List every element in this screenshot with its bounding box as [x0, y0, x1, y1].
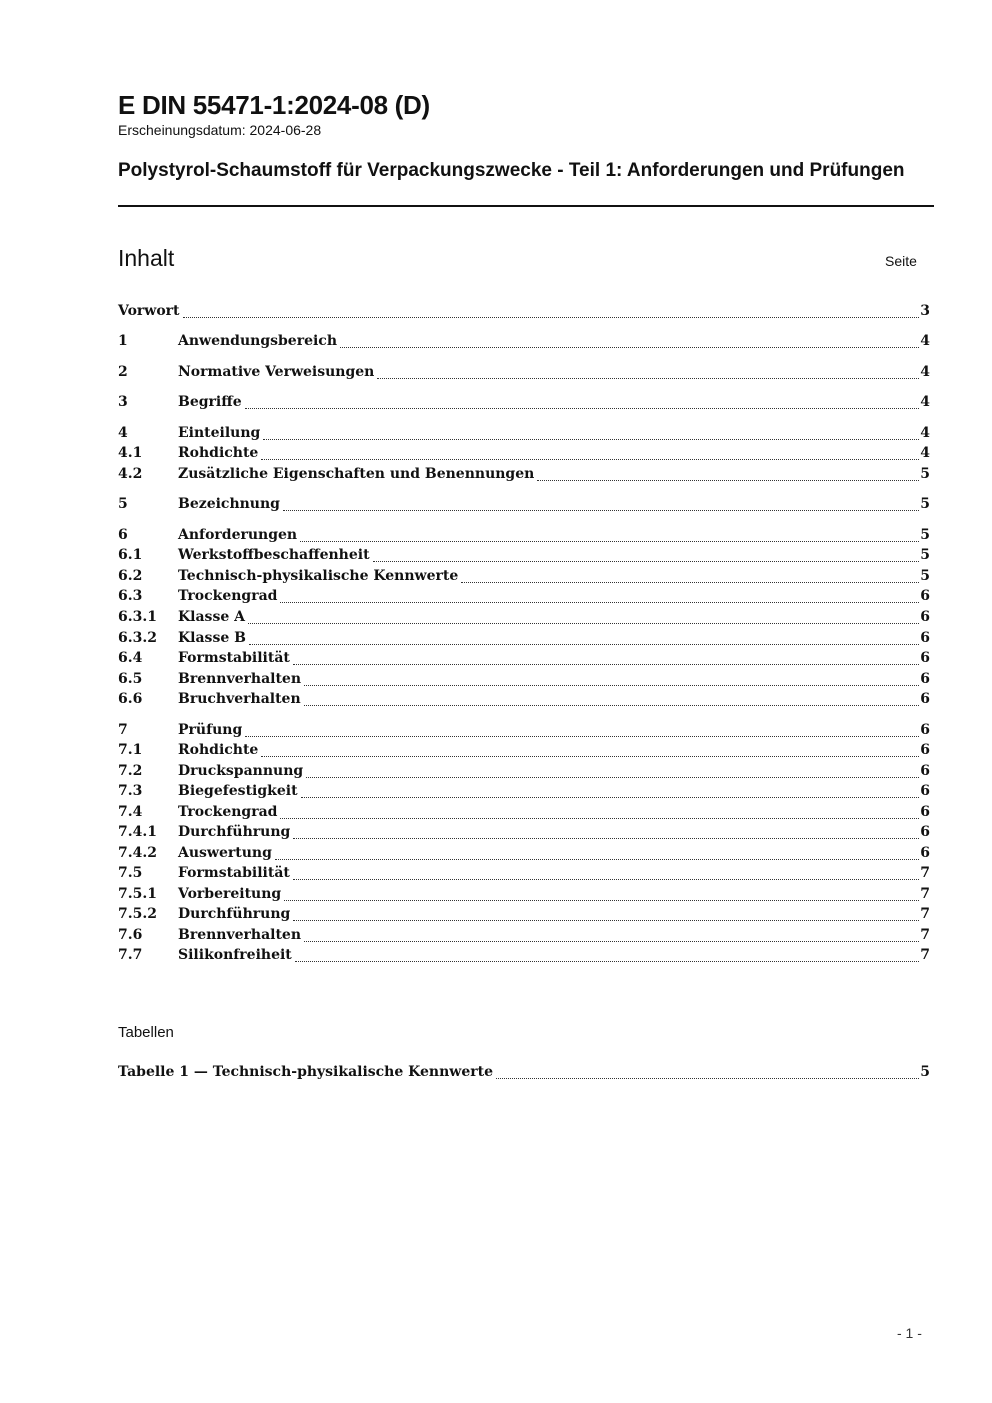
dot-leader [377, 377, 919, 379]
toc-entry[interactable] [118, 691, 930, 711]
dot-leader [280, 817, 919, 819]
dot-leader [263, 438, 919, 440]
toc-entry-number: 4.2 [118, 466, 143, 482]
toc-entry[interactable] [118, 763, 930, 783]
toc-entry-page: 6 [920, 845, 930, 861]
dot-leader [293, 919, 919, 921]
dot-leader [183, 316, 920, 318]
toc-entry-page: 5 [920, 496, 930, 512]
dot-leader [295, 960, 919, 962]
table-entry-text: Tabelle 1 — Technisch-physikalische Kennwerte [118, 1064, 493, 1080]
dot-leader [304, 940, 919, 942]
toc-entry[interactable] [118, 947, 930, 967]
toc-entry[interactable] [118, 445, 930, 465]
toc-entry[interactable] [118, 804, 930, 824]
toc-entry-text: Durchführung [178, 824, 291, 840]
toc-entry-text: Normative Verweisungen [178, 364, 375, 380]
tables-heading: Tabellen [118, 1024, 174, 1041]
toc-entry-text: Trockengrad [178, 588, 278, 604]
dot-leader [284, 899, 919, 901]
toc-entry-page: 6 [920, 691, 930, 707]
toc-entry[interactable] [118, 466, 930, 486]
toc-entry[interactable] [118, 865, 930, 885]
toc-entry[interactable] [118, 722, 930, 742]
dot-leader [537, 479, 919, 481]
toc-entry[interactable] [118, 303, 930, 323]
dot-leader [293, 878, 919, 880]
toc-entry-text: Zusätzliche Eigenschaften und Benennungen [178, 466, 535, 482]
toc-entry-page: 7 [920, 947, 930, 963]
dot-leader [304, 684, 919, 686]
toc-entry[interactable] [118, 671, 930, 691]
dot-leader [261, 458, 919, 460]
toc-entry-number: 4 [118, 425, 128, 441]
toc-entry-page: 6 [920, 671, 930, 687]
toc-entry-text: Auswertung [178, 845, 272, 861]
toc-entry-text: Trockengrad [178, 804, 278, 820]
table-entry-page: 5 [920, 1064, 930, 1080]
toc-entry-number: 6.3.1 [118, 609, 157, 625]
toc-entry-number: 4.1 [118, 445, 143, 461]
toc-entry[interactable] [118, 609, 930, 629]
toc-entry-number: 2 [118, 364, 128, 380]
toc-entry-number: 7.2 [118, 763, 143, 779]
toc-entry-number: 5 [118, 496, 128, 512]
toc-entry-page: 4 [920, 394, 930, 410]
toc-entry-page: 6 [920, 609, 930, 625]
toc-entry-text: Klasse B [178, 630, 246, 646]
toc-entry-number: 6.2 [118, 568, 143, 584]
toc-entry-number: 6.3.2 [118, 630, 157, 646]
dot-leader [280, 601, 919, 603]
toc-entry-text: Formstabilität [178, 650, 290, 666]
toc-entry-text: Bezeichnung [178, 496, 280, 512]
page-number: - 1 - [897, 1325, 922, 1341]
document-id: E DIN 55471-1:2024-08 (D) [118, 90, 430, 120]
toc-entry-text: Durchführung [178, 906, 291, 922]
toc-entry-page: 5 [920, 466, 930, 482]
toc-entry-text: Prüfung [178, 722, 243, 738]
toc-entry-number: 7.4.2 [118, 845, 157, 861]
toc-entry-number: 7.1 [118, 742, 143, 758]
toc-entry-text: Silikonfreiheit [178, 947, 292, 963]
toc-entry-number: 7.5.2 [118, 906, 157, 922]
toc-entry-page: 6 [920, 630, 930, 646]
dot-leader [300, 540, 919, 542]
toc-entry-text: Brennverhalten [178, 671, 302, 687]
toc-entry-number: 7.6 [118, 927, 143, 943]
dot-leader [461, 581, 919, 583]
toc-entry[interactable] [118, 527, 930, 547]
toc-entry-text: Bruchverhalten [178, 691, 301, 707]
toc-entry-number: 7.5.1 [118, 886, 157, 902]
dot-leader [293, 663, 919, 665]
dot-leader [293, 837, 919, 839]
toc-entry-text: Einteilung [178, 425, 261, 441]
toc-entry-page: 4 [920, 425, 930, 441]
document-title: Polystyrol-Schaumstoff für Verpackungszwecke - Teil 1: Anforderungen und Prüfungen [118, 160, 905, 181]
toc-entry[interactable] [118, 547, 930, 567]
dot-leader [304, 704, 920, 706]
dot-leader [301, 796, 920, 798]
toc-entry-number: 7.5 [118, 865, 143, 881]
toc-entry-text: Druckspannung [178, 763, 304, 779]
table-list-entry[interactable] [118, 1064, 930, 1084]
dot-leader [306, 776, 919, 778]
dot-leader [373, 560, 920, 562]
title-divider [118, 205, 934, 207]
toc-entry[interactable] [118, 650, 930, 670]
toc-entry-text: Rohdichte [178, 742, 259, 758]
toc-entry-page: 4 [920, 333, 930, 349]
dot-leader [496, 1077, 919, 1079]
toc-entry-number: 7.7 [118, 947, 143, 963]
toc-entry-number: 7.3 [118, 783, 143, 799]
toc-entry-text: Vorwort [118, 303, 180, 319]
toc-entry-number: 1 [118, 333, 128, 349]
toc-entry-page: 7 [920, 886, 930, 902]
toc-entry-page: 6 [920, 742, 930, 758]
toc-entry[interactable] [118, 630, 930, 650]
toc-entry-text: Werkstoffbeschaffenheit [178, 547, 370, 563]
toc-entry[interactable] [118, 496, 930, 516]
toc-entry-page: 4 [920, 445, 930, 461]
toc-entry[interactable] [118, 824, 930, 844]
toc-entry-number: 7 [118, 722, 128, 738]
toc-entry[interactable] [118, 333, 930, 353]
page-column-label: Seite [885, 253, 917, 269]
toc-entry-page: 6 [920, 824, 930, 840]
toc-entry-text: Formstabilität [178, 865, 290, 881]
publication-date: Erscheinungsdatum: 2024-06-28 [118, 122, 322, 138]
toc-entry[interactable] [118, 783, 930, 803]
dot-leader [283, 509, 919, 511]
toc-entry-text: Begriffe [178, 394, 242, 410]
toc-entry-number: 7.4 [118, 804, 143, 820]
toc-entry-page: 5 [920, 527, 930, 543]
toc-entry[interactable] [118, 906, 930, 926]
toc-entry-number: 6.4 [118, 650, 143, 666]
toc-entry-text: Vorbereitung [178, 886, 282, 902]
toc-entry-page: 6 [920, 783, 930, 799]
toc-entry-text: Rohdichte [178, 445, 259, 461]
toc-entry-number: 6.5 [118, 671, 143, 687]
toc-entry-page: 7 [920, 865, 930, 881]
toc-entry-page: 6 [920, 763, 930, 779]
dot-leader [275, 858, 919, 860]
toc-entry-page: 6 [920, 588, 930, 604]
toc-entry[interactable] [118, 845, 930, 865]
toc-entry-page: 3 [920, 303, 930, 319]
dot-leader [248, 622, 919, 624]
toc-entry[interactable] [118, 568, 930, 588]
contents-heading: Inhalt [118, 245, 175, 271]
dot-leader [249, 643, 919, 645]
toc-entry[interactable] [118, 588, 930, 608]
toc-entry-number: 6.3 [118, 588, 143, 604]
toc-entry-number: 6 [118, 527, 128, 543]
toc-entry-page: 5 [920, 547, 930, 563]
toc-entry-page: 6 [920, 650, 930, 666]
toc-entry-page: 4 [920, 364, 930, 380]
toc-entry-page: 6 [920, 722, 930, 738]
toc-entry[interactable] [118, 364, 930, 384]
toc-entry-page: 7 [920, 927, 930, 943]
toc-entry-page: 7 [920, 906, 930, 922]
toc-entry-text: Klasse A [178, 609, 245, 625]
toc-entry[interactable] [118, 886, 930, 906]
toc-entry-page: 5 [920, 568, 930, 584]
toc-entry[interactable] [118, 394, 930, 414]
toc-entry-number: 3 [118, 394, 128, 410]
toc-entry-page: 6 [920, 804, 930, 820]
toc-entry[interactable] [118, 742, 930, 762]
toc-entry-text: Technisch-physikalische Kennwerte [178, 568, 459, 584]
toc-entry[interactable] [118, 425, 930, 445]
toc-entry-text: Brennverhalten [178, 927, 302, 943]
dot-leader [261, 755, 919, 757]
toc-entry-text: Anwendungsbereich [178, 333, 337, 349]
toc-entry-number: 6.6 [118, 691, 143, 707]
dot-leader [245, 407, 920, 409]
dot-leader [245, 735, 919, 737]
toc-entry-text: Anforderungen [178, 527, 298, 543]
dot-leader [340, 346, 919, 348]
toc-entry-text: Biegefestigkeit [178, 783, 298, 799]
toc-entry[interactable] [118, 927, 930, 947]
toc-entry-number: 6.1 [118, 547, 143, 563]
toc-entry-number: 7.4.1 [118, 824, 157, 840]
